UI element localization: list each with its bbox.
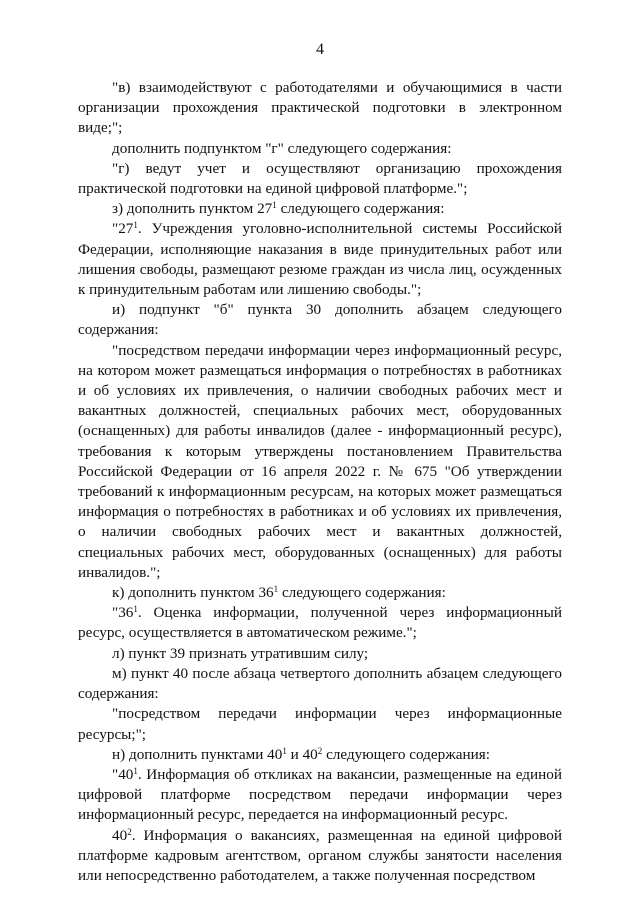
paragraph-13: н) дополнить пунктами $40^1$ и $40^2$ следующего содержания: <box>112 745 490 763</box>
paragraph-12: "посредством передачи информации через информационные ресурсы;"; <box>78 705 562 743</box>
paragraph-8: к) дополнить пунктом $36^1$ следующего содержания: <box>112 584 446 602</box>
paragraph-5: "$27^1$. Учреждения уголовно-исполнительной системы Российской Федерации, исполняющие наказания в виде принудительных работ или лишения свободы, размещают резюме граждан из числа лиц, осужденных к принудительным работам или лишению свободы."; <box>78 220 562 299</box>
paragraph-3: "г) ведут учет и осуществляют организацию прохождения практической подготовки на единой цифровой платформе."; <box>78 159 562 198</box>
paragraph-1: "в) взаимодействуют с работодателями и обучающимися в части организации прохождения практической подготовки в электронном виде;"; <box>78 79 562 137</box>
paragraph-10: л) пункт 39 признать утратившим силу; <box>112 644 369 662</box>
paragraph-11: м) пункт 40 после абзаца четвертого дополнить абзацем следующего содержания: <box>78 664 562 703</box>
paragraph-7: "посредством передачи информации через информационный ресурс, на котором может размещаться информация о потребностях в работниках и об условиях их привлечения, о наличии свободных рабочих мест и вакантных должностей, специальных рабочих мест, оборудованных (оснащенных) для работы инвалидов (далее - информационный ресурс), требования к которым утверждены постановлением Правительства Российской Федерации от 16 апреля 2022 г. № 675 "Об утверждении требований к информационным ресурсам, на которых может размещаться информация о потребностях в работниках и об условиях их привлечения, о наличии свободных рабочих мест и вакантных должностей, специальных рабочих мест, оборудованных (оснащенных) для работы инвалидов."; <box>78 341 562 581</box>
paragraph-9: "$36^1$. Оценка информации, полученной через информационный ресурс, осуществляется в автоматическом режиме."; <box>78 604 562 642</box>
paragraph-2: дополнить подпунктом "г" следующего содержания: <box>112 139 452 157</box>
paragraph-6: и) подпункт "б" пункта 30 дополнить абзацем следующего содержания: <box>78 301 562 339</box>
page-number: 4 <box>316 41 324 58</box>
paragraph-15: $40^2$. Информация о вакансиях, размещенная на единой цифровой платформе кадровым агентством, органом службы занятости населения или непосредственно работодателем, а также полученная посредством <box>78 826 562 884</box>
paragraph-14: "$40^1$. Информация об откликах на вакансии, размещенные на единой цифровой платформе посредством передачи информации через информационный ресурс, передается на информационный ресурс. <box>78 765 562 824</box>
document-body <box>78 78 562 886</box>
paragraph-4: з) дополнить пунктом $27^1$ следующего содержания: <box>112 200 445 218</box>
